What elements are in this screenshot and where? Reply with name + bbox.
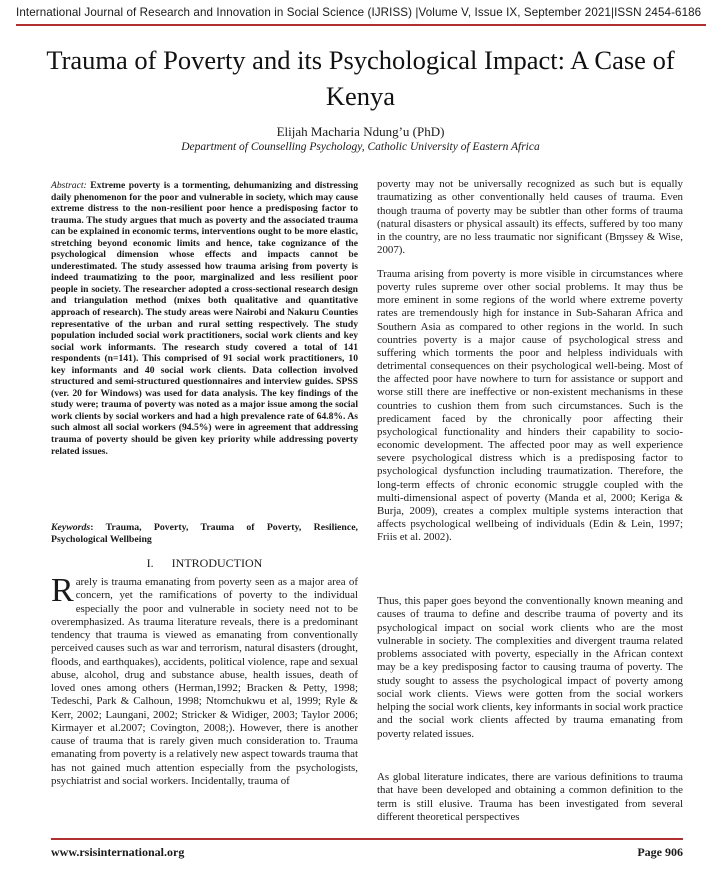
author-name: Elijah Macharia Ndung’u (PhD)	[276, 124, 445, 139]
body-paragraph: Thus, this paper goes beyond the conventionally known meaning and causes of trauma to define and describe trauma of poverty and its psychological impact on social work clients who are the most vulnerable in society. The complexities and divergent trauma related problems associated with poverty, especially in the African context may be a key predisposing factor to causing trauma of poverty. The study sought to assess the psychological impact of poverty among social work clients. Views were gotten from the social workers helping the social work clients, key informants in social work practice and the social work clients affected by trauma emanating from poverty related issues.	[377, 595, 683, 740]
keywords-label: Keywords	[51, 522, 91, 533]
drop-cap: R	[51, 572, 74, 609]
body-paragraph: As global literature indicates, there are various definitions to trauma that have been developed and obtaining a common definition to the term is still elusive. Trauma has been investigated from several different theoretical perspectives	[377, 771, 683, 823]
abstract	[51, 180, 358, 457]
journal-header: International Journal of Research and Innovation in Social Science (IJRISS) |Volume V, Issue IX, September 2021|ISSN 2454-6186	[16, 6, 706, 26]
introduction-paragraph	[51, 572, 358, 788]
page-number: Page 906	[637, 845, 683, 859]
author-affiliation: Department of Counselling Psychology, Catholic University of Eastern Africa	[181, 141, 540, 153]
keywords	[51, 522, 358, 546]
body-paragraph: poverty may not be universally recognized as such but is equally traumatizing as other conventionally held causes of trauma. Even though trauma of poverty may be subtler than other forms of trauma (natural disasters or physical assault) its effects, suffered by too many in the country, are no less traumatic nor significant (Bɱssey & Wise, 2007).	[377, 178, 683, 257]
body-paragraph: Trauma arising from poverty is more visible in circumstances where poverty rules supreme over other social problems. It may thus be more eminent in some regions of the world where extreme poverty rates are tremendously high for instance in Sub-Saharan Africa and Southern Asia as compared to other regions in the world. In such countries poverty is a major cause of psychological stress and suffering which torments the poor and helpless individuals with detrimental consequences on their psychological well-being. Most of the affected poor have nowhere to turn for assistance or support and worse still there are ineffective or non-existent mechanisms in these countries to cushion them from such circumstances. Such is the predicament faced by the chronically poor affecting their psychological functionality and hinders their capability to socio-economic development. The affected poor may as well experience severe psychological distress which is a predisposing factor to psychological dysfunction including traumatization. Therefore, the long-term effects of chronic economic struggle coupled with the multi-dimensional aspect of poverty (Manda et al, 2000; Keriga & Burja, 2009), creates a complex multiple systems interaction that affects psychological wellbeing of individuals (Edin & Lein, 1997; Friis et al. 2002).	[377, 268, 683, 544]
footer-website: www.rsisinternational.org	[51, 845, 185, 859]
abstract-label: Abstract:	[51, 180, 87, 191]
introduction-text: arely is trauma emanating from poverty seen as a major area of concern, yet the ramifications of poverty to the individual especially the poor and vulnerable in society need not to be overemphasized. As trauma literature reveals, there is a predominant tendency that trauma is viewed as emanating from conventionally perceived causes such as war and terrorism, natural disasters (drought, floods, and earthquakes), accidents, political violence, rape and sexual abuse, alcohol, drug and substance abuse, health issues, death of loved ones among others (Herman,1992; Bracken & Petty, 1998; Tedeschi, Park & Calhoun, 1998; Ntomchukwu et al, 1999; Ryle & Kerr, 2002; Laungani, 2002; Stricker & Widiger, 2003; Taylor 2006; Kirmayer et al.2007; Covington, 2008;). However, there is another cause of trauma that is rarely given much consideration to. Trauma emanating from poverty is a relatively new aspect towards trauma that has not gained much attention especially from the psychologists, psychiatrist and social workers. Incidentally, trauma of	[51, 576, 358, 787]
keywords-text: : Trauma, Poverty, Trauma of Poverty, Resilience, Psychological Wellbeing	[51, 522, 358, 545]
abstract-text: Extreme poverty is a tormenting, dehumanizing and distressing daily phenomenon for the poor and vulnerable in society, which may cause extreme distress to the non-resilient poor hence a predisposing factor to trauma. The study argues that much as poverty and the associated trauma can be explained in economic terms, interventions ought to be more elastic, stretching beyond economic limits and hence, take cognizance of the psychological dimension whose effects and impacts cannot be underestimated. The study assessed how trauma arising from poverty is indeed traumatizing to the poor, marginalized and less resilient poor people in society. The researcher adopted a cross-sectional research design and triangulation method (mixes both qualitative and quantitative approach of research). The study areas were Nairobi and Nakuru Counties representative of the urban and rural setting respectively. The study population included social work practitioners, social work clients and key social work informants. The research study covered a total of 141 respondents (n=141). This comprised of 91 social work practitioners, 10 key informants and 40 social work clients. Data collection involved structured and semi-structured questionnaires and interview guides. SPSS (ver. 20 for Windows) was used for data analysis. The key findings of the study were; trauma of poverty was noted as a major issue among the social work clients by social workers and had a high prevalence rate of 64.8%. As such almost all social workers (94.5%) were in agreement that addressing trauma of poverty should be given key priority while addressing poverty related issues.	[51, 180, 358, 457]
paper-title: Trauma of Poverty and its Psychological Impact: A Case of Kenya	[46, 45, 675, 111]
footer-divider	[51, 838, 683, 840]
section-heading-introduction: I. INTRODUCTION	[146, 556, 263, 570]
